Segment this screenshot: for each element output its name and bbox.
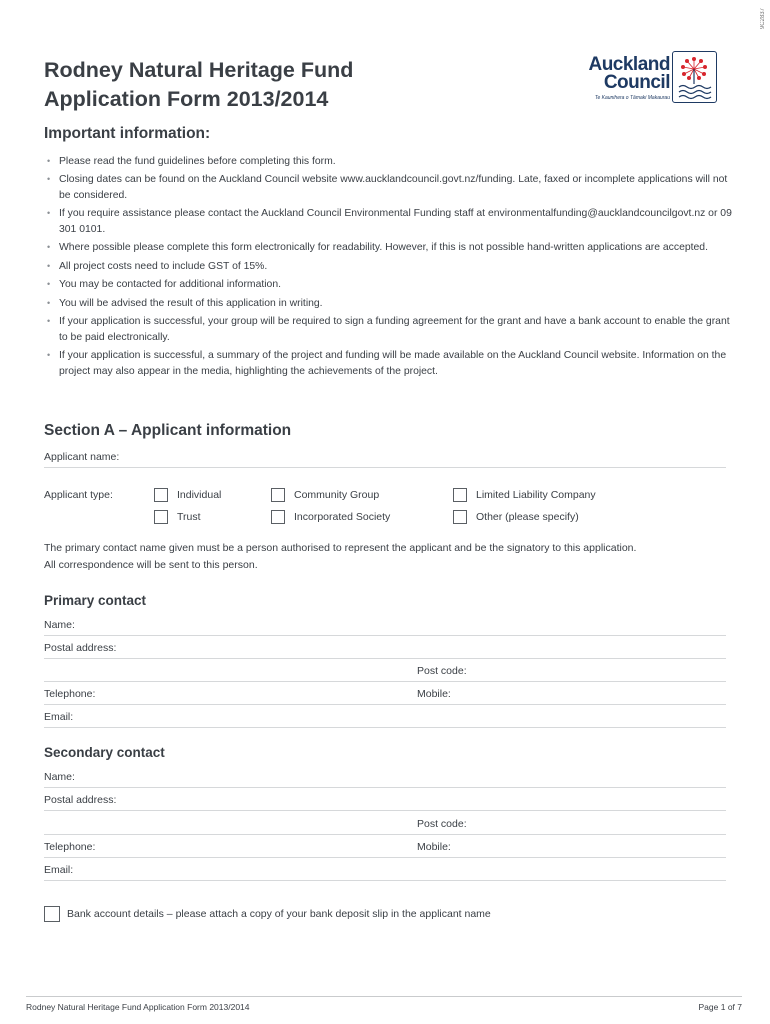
primary-contact-note-2: All correspondence will be sent to this person. [44, 559, 258, 571]
secondary-name-field[interactable] [44, 787, 726, 788]
applicant-type-label: Applicant type: [44, 489, 113, 501]
primary-phone-field[interactable] [44, 704, 726, 705]
list-item: • Closing dates can be found on the Auckland Council website www.aucklandcouncil.govt.nz/funding. Late, faxed or incomplete applications will not be considered. [44, 172, 734, 203]
logo-line-1: Auckland [588, 54, 670, 75]
list-item: • Please read the fund guidelines before completing this form. [44, 154, 734, 170]
primary-contact-note-1: The primary contact name given must be a person authorised to represent the applicant and be the signatory to this application. [44, 542, 637, 554]
primary-postal-field[interactable] [44, 658, 726, 659]
council-logo-text [588, 56, 670, 101]
important-list [44, 154, 734, 382]
list-item: • You may be contacted for additional information. [44, 277, 734, 293]
secondary-postal-field[interactable] [44, 810, 726, 811]
secondary-contact-heading: Secondary contact [44, 745, 165, 760]
checkbox-community-group[interactable] [271, 488, 285, 502]
option-incorporated-society: Incorporated Society [294, 511, 391, 523]
primary-name-label: Name: [44, 619, 75, 631]
primary-email-field[interactable] [44, 727, 726, 728]
secondary-email-label: Email: [44, 864, 74, 876]
secondary-telephone-label: Telephone: [44, 841, 96, 853]
list-item: • If your application is successful, your group will be required to sign a funding agreement for the grant and have a bank account to enable the grant to be paid electronically. [44, 314, 734, 345]
list-item: • Where possible please complete this form electronically for readability. However, if this is not possible hand-written applications are accepted. [44, 240, 734, 256]
primary-contact-heading: Primary contact [44, 593, 147, 608]
list-item: • You will be advised the result of this application in writing. [44, 296, 734, 312]
footer-divider [26, 996, 742, 997]
bank-account-label: Bank account details – please attach a copy of your bank deposit slip in the applicant name [67, 908, 491, 920]
secondary-postcode-field[interactable] [44, 834, 726, 835]
footer-title: Rodney Natural Heritage Fund Application Form 2013/2014 [26, 1002, 250, 1012]
checkbox-individual[interactable] [154, 488, 168, 502]
section-a-heading: Section A – Applicant information [44, 422, 292, 439]
primary-postcode-label: Post code: [417, 665, 467, 677]
secondary-postcode-label: Post code: [417, 818, 467, 830]
option-other: Other (please specify) [476, 511, 579, 523]
secondary-postal-label: Postal address: [44, 794, 117, 806]
secondary-name-label: Name: [44, 771, 75, 783]
primary-postal-label: Postal address: [44, 642, 117, 654]
page-title [44, 56, 353, 114]
option-individual: Individual [177, 489, 222, 501]
list-item: • If your application is successful, a summary of the project and funding will be made available on the Auckland Council website. Information on the project may also appear in the media, highlighting the achievements of the project. [44, 348, 734, 379]
option-trust: Trust [177, 511, 201, 523]
primary-mobile-label: Mobile: [417, 688, 451, 700]
document-code: 9C2837 [760, 8, 766, 30]
checkbox-other[interactable] [453, 510, 467, 524]
list-item: • If you require assistance please contact the Auckland Council Environmental Funding staff at environmentalfunding@aucklandcouncilgovt.nz or 09 301 0101. [44, 206, 734, 237]
title-line-1: Rodney Natural Heritage Fund [44, 58, 354, 82]
primary-email-label: Email: [44, 711, 74, 723]
logo-line-2: Council [603, 72, 670, 93]
important-heading: Important information: [44, 125, 211, 142]
option-limited-liability-company: Limited Liability Company [476, 489, 596, 501]
primary-postcode-field[interactable] [44, 681, 726, 682]
option-community-group: Community Group [294, 489, 380, 501]
logo-tagline: Te Kaunihera o Tāmaki Makaurau [594, 95, 670, 101]
checkbox-incorporated-society[interactable] [271, 510, 285, 524]
secondary-phone-field[interactable] [44, 857, 726, 858]
pohutukawa-flower-icon [672, 51, 717, 103]
list-item: • All project costs need to include GST of 15%. [44, 259, 734, 275]
secondary-email-field[interactable] [44, 880, 726, 881]
title-line-2: Application Form 2013/2014 [44, 87, 329, 111]
checkbox-limited-liability-company[interactable] [453, 488, 467, 502]
checkbox-trust[interactable] [154, 510, 168, 524]
checkbox-bank-account[interactable] [44, 906, 60, 922]
primary-telephone-label: Telephone: [44, 688, 96, 700]
page-number: Page 1 of 7 [698, 1002, 742, 1012]
primary-name-field[interactable] [44, 635, 726, 636]
applicant-name-label: Applicant name: [44, 451, 120, 463]
applicant-name-field[interactable] [44, 467, 726, 468]
secondary-mobile-label: Mobile: [417, 841, 451, 853]
